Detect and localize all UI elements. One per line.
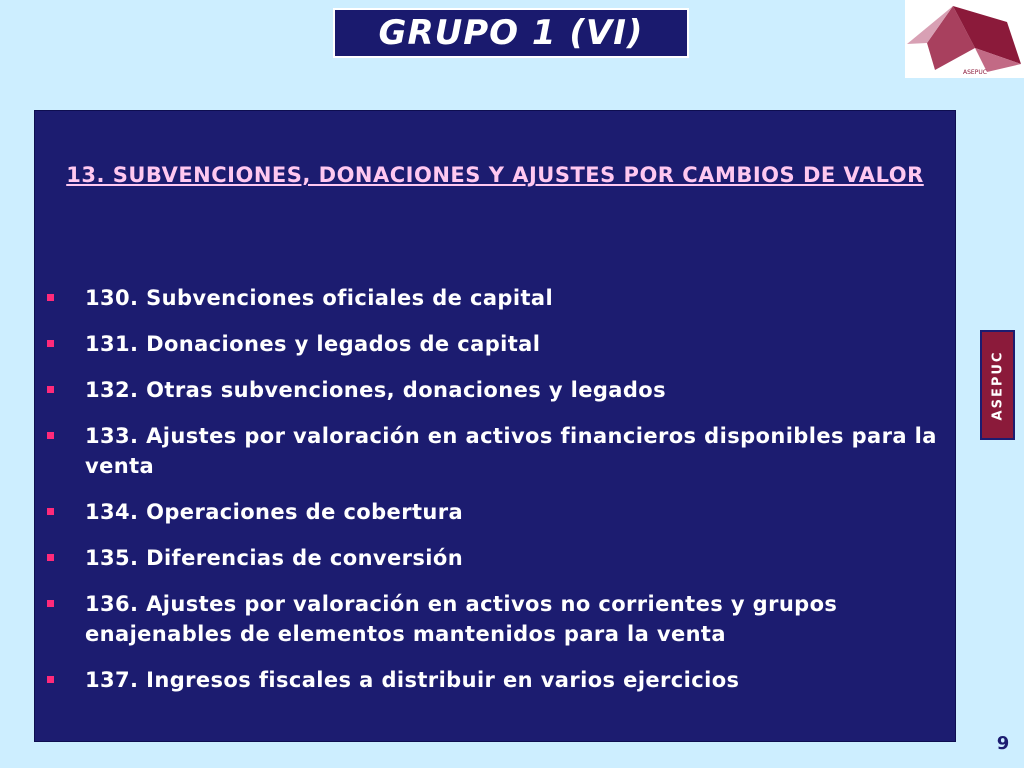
bullet-square-icon <box>47 508 54 515</box>
bullet-square-icon <box>47 386 54 393</box>
asepuc-logo-icon <box>905 0 1024 78</box>
list-item-text: 137. Ingresos fiscales a distribuir en varios ejercicios <box>85 668 740 692</box>
list-item <box>35 665 957 695</box>
list-item-text: 131. Donaciones y legados de capital <box>85 332 541 356</box>
list-item-text: 134. Operaciones de cobertura <box>85 500 464 524</box>
list-item <box>35 497 957 527</box>
side-tab-label: ASEPUC <box>990 350 1005 420</box>
slide-title: GRUPO 1 (VI) <box>378 13 644 53</box>
page-number: 9 <box>996 733 1010 754</box>
list-item <box>35 329 957 359</box>
list-item <box>35 543 957 573</box>
list-item <box>35 375 957 405</box>
bullet-square-icon <box>47 600 54 607</box>
list-item <box>35 283 957 313</box>
list-item-text: 130. Subvenciones oficiales de capital <box>85 286 554 310</box>
list-item-text: 135. Diferencias de conversión <box>85 546 464 570</box>
bullet-square-icon <box>47 294 54 301</box>
list-item <box>35 589 957 649</box>
side-tab <box>980 330 1015 440</box>
list-item <box>35 421 957 481</box>
list-item-text: 133. Ajustes por valoración en activos financieros disponibles para la venta <box>85 424 937 478</box>
logo <box>905 0 1024 78</box>
list-item-text: 136. Ajustes por valoración en activos no corrientes y grupos enajenables de elementos mantenidos para la venta <box>85 592 838 646</box>
section-heading: 13. SUBVENCIONES, DONACIONES Y AJUSTES POR CAMBIOS DE VALOR <box>66 163 924 187</box>
logo-text: ASEPUC <box>963 69 987 76</box>
bullet-square-icon <box>47 676 54 683</box>
content-panel <box>34 110 956 742</box>
bullet-square-icon <box>47 432 54 439</box>
list-item-text: 132. Otras subvenciones, donaciones y legados <box>85 378 667 402</box>
account-list <box>35 283 957 711</box>
title-box <box>333 8 689 58</box>
bullet-square-icon <box>47 554 54 561</box>
bullet-square-icon <box>47 340 54 347</box>
